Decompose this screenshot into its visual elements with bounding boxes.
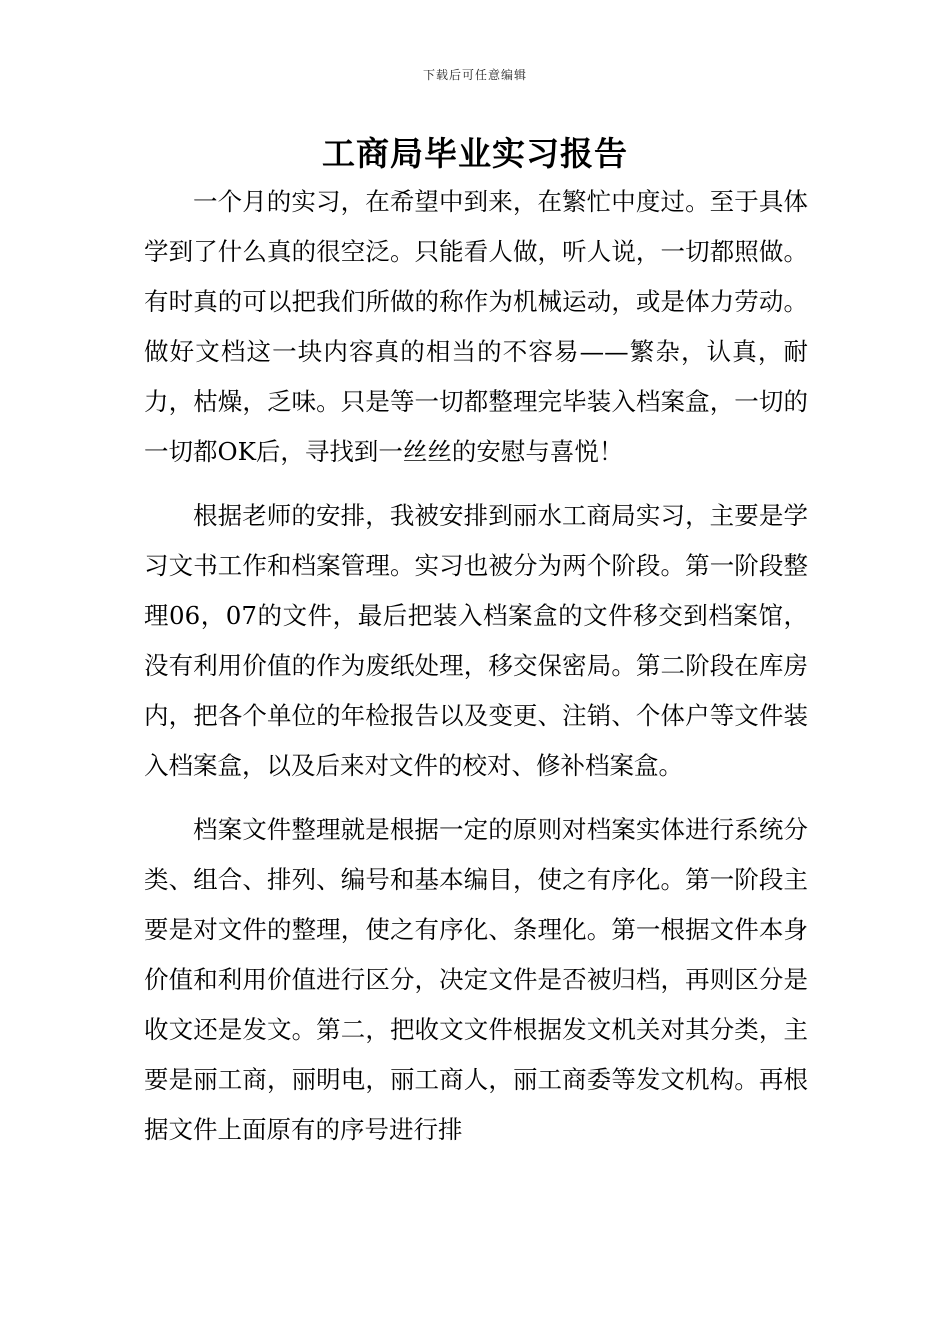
- paragraph-2: 根据老师的安排，我被安排到丽水工商局实习，主要是学习文书工作和档案管理。实习也被分为两个阶段。第一阶段整理06，07的文件，最后把装入档案盒的文件移交到档案馆，没有利用价值的作为废纸处理，移交保密局。第二阶段在库房内，把各个单位的年检报告以及变更、注销、个体户等文件装入档案盒，以及后来对文件的校对、修补档案盒。: [144, 501, 808, 780]
- header-note: 下载后可任意编辑: [422, 68, 527, 82]
- document-title: 工商局毕业实习报告: [322, 134, 628, 173]
- paragraph-3: 档案文件整理就是根据一定的原则对档案实体进行系统分类、组合、排列、编号和基本编目，使之有序化。第一阶段主要是对文件的整理，使之有序化、条理化。第一根据文件本身价值和利用价值进行区分，决定文件是否被归档，再则区分是收文还是发文。第二，把收文文件根据发文机关对其分类，主要是丽工商，丽明电，丽工商人，丽工商委等发文机构。再根据文件上面原有的序号进行排: [144, 815, 808, 1144]
- paragraph-1: 一个月的实习，在希望中到来，在繁忙中度过。至于具体学到了什么真的很空泛。只能看人做，听人说，一切都照做。有时真的可以把我们所做的称作为机械运动，或是体力劳动。做好文档这一块内容真的相当的不容易——繁杂，认真，耐力，枯燥，乏味。只是等一切都整理完毕装入档案盒，一切的一切都OK后，寻找到一丝丝的安慰与喜悦！: [144, 187, 808, 466]
- document-body: [144, 177, 808, 1169]
